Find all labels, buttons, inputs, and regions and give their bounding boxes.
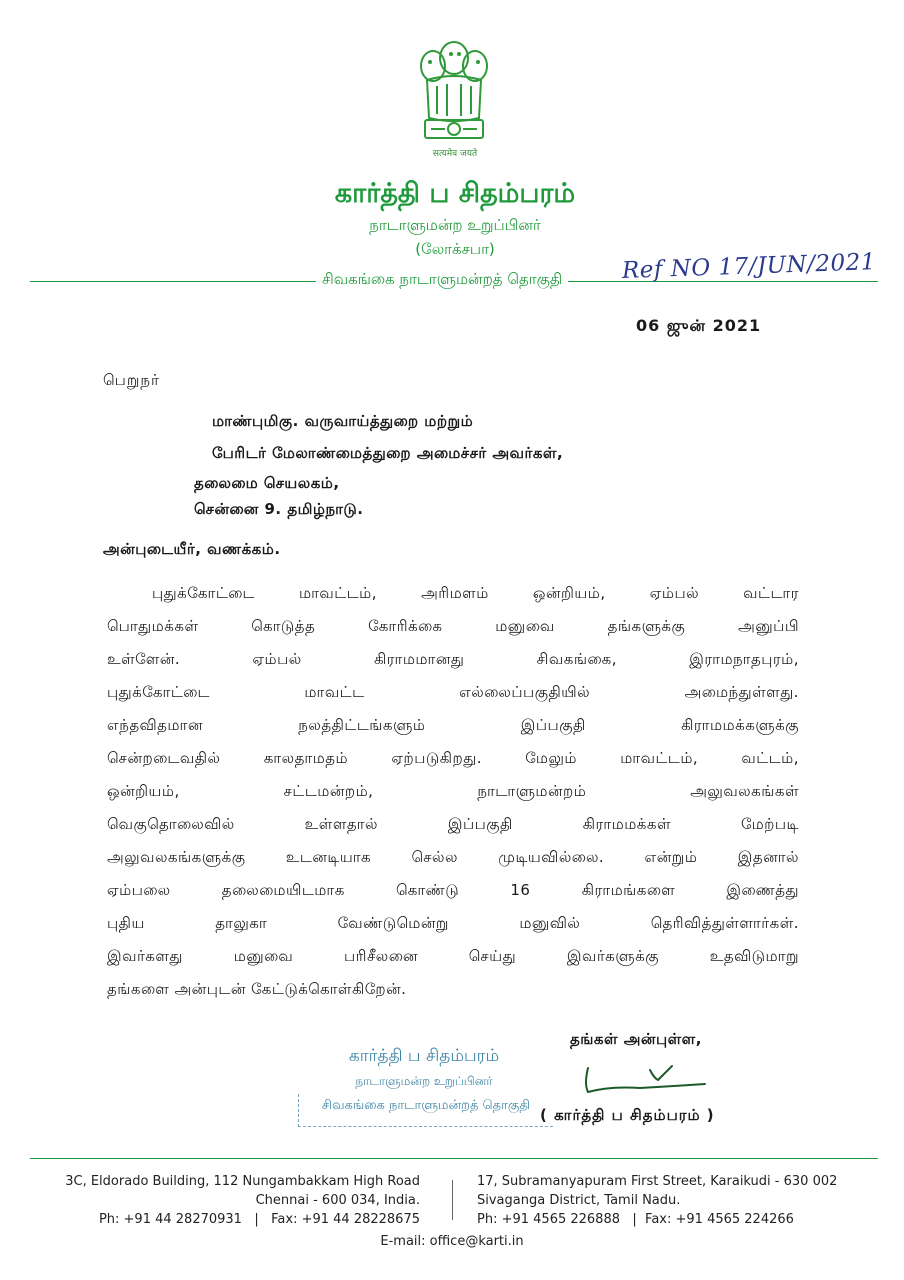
letterhead-name: கார்த்தி ப சிதம்பரம் xyxy=(334,178,576,209)
letter-date: 06 ஜுன் 2021 xyxy=(636,316,762,335)
body-line: தங்களை அன்புடன் கேட்டுக்கொள்கிறேன். xyxy=(107,980,407,998)
body-line: புதுக்கோட்டை மாவட்டம், அரிமளம் ஒன்றியம், ஏம்பல் வட்டார xyxy=(152,584,799,602)
stamp-role: நாடாளுமன்ற உறுப்பினர் xyxy=(355,1074,493,1088)
letterhead-role: நாடாளுமன்ற உறுப்பினர் xyxy=(369,216,541,234)
reference-number: Ref NO 17/JUN/2021 xyxy=(621,249,877,284)
recipient-address-line: மாண்புமிகு. வருவாய்த்துறை மற்றும் xyxy=(212,412,474,430)
body-line: அலுவலகங்களுக்கு உடனடியாக செல்ல முடியவில்லை. என்றும் இதனால் xyxy=(107,848,799,866)
national-emblem-icon xyxy=(407,28,501,162)
footer-contact-line: Ph: +91 4565 226888 | Fax: +91 4565 224266 xyxy=(477,1212,794,1227)
body-line: இவர்களது மனுவை பரிசீலனை செய்து இவர்களுக்கு உதவிடுமாறு xyxy=(107,947,799,965)
recipient-address-line: தலைமை செயலகம், xyxy=(194,474,340,492)
footer-divider xyxy=(30,1158,878,1159)
body-line: புதுக்கோட்டை மாவட்ட எல்லைப்பகுதியில் அமைந்துள்ளது. xyxy=(107,683,799,701)
chennai-office-address xyxy=(40,1172,420,1229)
footer-address-line: 17, Subramanyapuram First Street, Karaikudi - 630 002 xyxy=(477,1174,838,1189)
letterhead-house: (லோக்சபா) xyxy=(415,240,495,258)
body-line: உள்ளேன். ஏம்பல் கிராமமானது சிவகங்கை, இராமநாதபுரம், xyxy=(107,650,799,668)
emblem-motto: सत्यमेव जयते xyxy=(432,149,478,159)
signer-name: ( கார்த்தி ப சிதம்பரம் ) xyxy=(540,1106,715,1124)
signature-image xyxy=(580,1062,710,1098)
body-line: புதிய தாலுகா வேண்டுமென்று மனுவில் தெரிவித்துள்ளார்கள். xyxy=(107,914,799,932)
body-line: வெகுதொலைவில் உள்ளதால் இப்பகுதி கிராமமக்கள் மேற்படி xyxy=(107,815,799,833)
footer-address-line: Sivaganga District, Tamil Nadu. xyxy=(477,1193,681,1208)
body-line: பொதுமக்கள் கொடுத்த கோரிக்கை மனுவை தங்களுக்கு அனுப்பி xyxy=(107,617,799,635)
recipient-address-line: பேரிடர் மேலாண்மைத்துறை அமைச்சர் அவர்கள், xyxy=(212,444,564,462)
footer-address-line: Chennai - 600 034, India. xyxy=(255,1193,420,1208)
karaikudi-office-address xyxy=(477,1172,877,1229)
salutation: அன்புடையீர், வணக்கம். xyxy=(103,540,281,558)
footer-separator xyxy=(452,1180,453,1220)
stamp-constituency: சிவகங்கை நாடாளுமன்றத் தொகுதி xyxy=(321,1098,531,1113)
body-line: சென்றடைவதில் காலதாமதம் ஏற்படுகிறது. மேலும் மாவட்டம், வட்டம், xyxy=(107,749,799,767)
footer-contact-line: Ph: +91 44 28270931 | Fax: +91 44 28228675 xyxy=(98,1212,420,1227)
stamp-name: கார்த்தி ப சிதம்பரம் xyxy=(348,1046,500,1066)
body-line: ஒன்றியம், சட்டமன்றம், நாடாளுமன்றம் அலுவலகங்கள் xyxy=(107,782,799,800)
closing-phrase: தங்கள் அன்புள்ள, xyxy=(570,1030,702,1048)
recipient-address-line: சென்னை 9. தமிழ்நாடு. xyxy=(194,500,364,518)
body-line: ஏம்பலை தலைமையிடமாக கொண்டு 16 கிராமங்களை இணைத்து xyxy=(107,881,799,899)
letterhead-constituency: சிவகங்கை நாடாளுமன்றத் தொகுதி xyxy=(316,270,568,290)
footer-address-line: 3C, Eldorado Building, 112 Nungambakkam High Road xyxy=(65,1174,420,1189)
footer-email: E-mail: office@karti.in xyxy=(380,1234,524,1249)
body-line: எந்தவிதமான நலத்திட்டங்களும் இப்பகுதி கிராமமக்களுக்கு xyxy=(107,716,799,734)
recipient-label: பெறுநர் xyxy=(103,371,160,389)
